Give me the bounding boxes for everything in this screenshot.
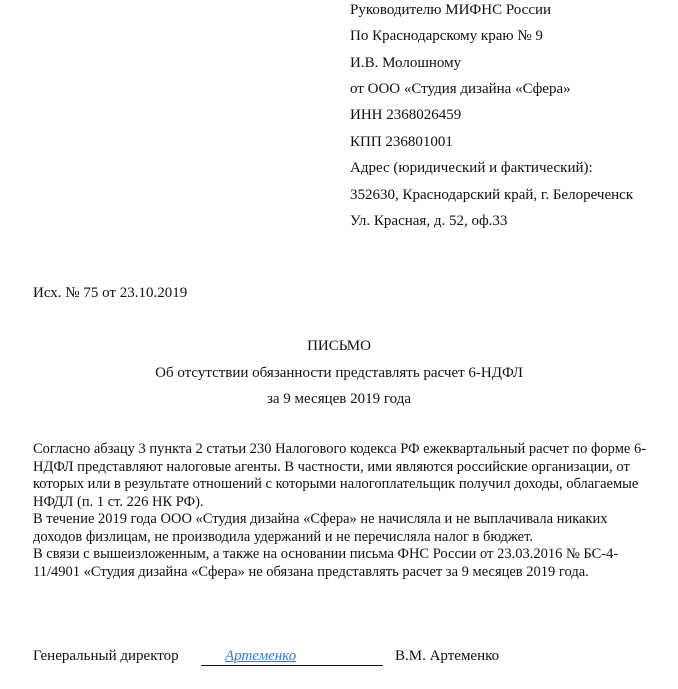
addressee-line-region: По Краснодарскому краю № 9 [350,28,543,44]
letter-period: за 9 месяцев 2019 года [266,391,412,407]
addressee-line-city: 352630, Краснодарский край, г. Белореченск [350,187,634,203]
outgoing-reference: Исх. № 75 от 23.10.2019 [33,285,188,301]
letter-title: ПИСЬМО [307,338,371,354]
addressee-line-recipient: Руководителю МИФНС России [350,2,552,18]
body-paragraph-no-income: В течение 2019 года ООО «Студия дизайна «Сфера» не начисляла и не выплачивала никаких доходов физлицам, не производила удержаний и не перечисляла налог в бюджет. [33,511,608,545]
addressee-line-person: И.В. Молошному [350,55,462,71]
addressee-line-street: Ул. Красная, д. 52, оф.33 [350,213,508,229]
addressee-line-kpp: КПП 236801001 [350,134,453,150]
addressee-line-sender: от ООО «Студия дизайна «Сфера» [350,81,571,97]
letter-subject: Об отсутствии обязанности представлять расчет 6-НДФЛ [155,365,523,381]
signatory-name: В.М. Артеменко [395,648,500,664]
signatory-title: Генеральный директор [33,648,179,664]
letter-body [33,441,653,581]
body-paragraph-basis: Согласно абзацу 3 пункта 2 статьи 230 Налогового кодекса РФ ежеквартальный расчет по форме 6-НДФЛ представляют налоговые агенты. В частности, ими являются российские организации, от которых или в результате отношений с которыми налогоплательщик получил доходы, облагаемые НФДЛ (п. 1 ст. 226 НК РФ). [33,441,647,510]
addressee-line-address-label: Адрес (юридический и фактический): [350,160,593,176]
body-paragraph-conclusion: В связи с вышеизложенным, а также на основании письма ФНС России от 23.03.2016 № БС-4-11/4901 «Студия дизайна «Сфера» не обязана представлять расчет за 9 месяцев 2019 года. [33,546,619,580]
addressee-line-inn: ИНН 2368026459 [350,107,462,123]
handwritten-signature: Артеменко [225,648,297,664]
